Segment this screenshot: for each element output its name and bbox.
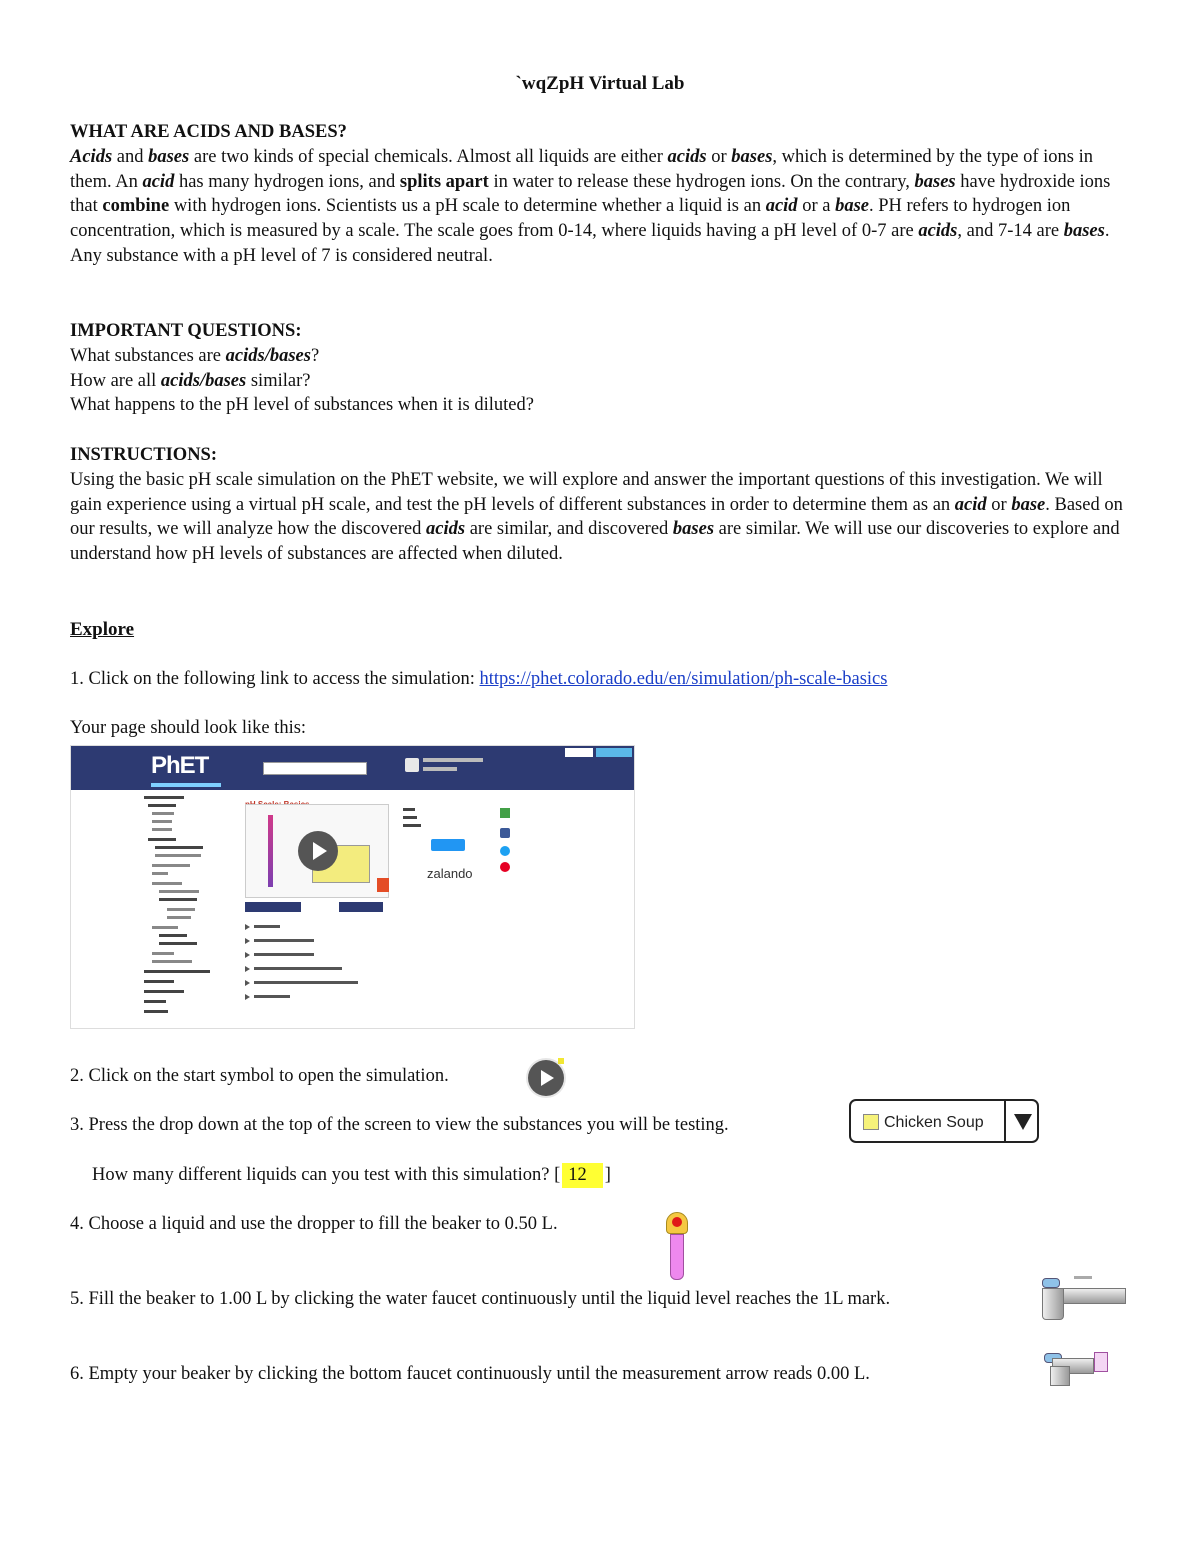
substance-color-swatch	[863, 1114, 879, 1130]
acids-bases-section	[70, 120, 1130, 269]
liquids-question: How many different liquids can you test with this simulation? [ 12 ]	[92, 1163, 992, 1188]
important-questions-section	[70, 319, 1130, 418]
sim-thumbnail	[245, 804, 389, 898]
liquids-answer[interactable]: 12	[562, 1163, 603, 1188]
substance-dropdown[interactable]	[849, 1099, 1039, 1143]
acids-bases-paragraph: Acids and bases are two kinds of special chemicals. Almost all liquids are either acids or bases, which is determined by the type of ions in them. An acid has many hydrogen ions, and splits apart in water to release these hydrogen ions. On the contrary, bases have hydroxide ions that combine with hydrogen ions. Scientists us a pH scale to determine whether a liquid is an acid or a base. PH refers to hydrogen ion concentration, which is measured by a scale. The scale goes from 0-14, where liquids having a pH level of 0-7 are acids, and 7-14 are bases. Any substance with a pH level of 7 is considered neutral.	[70, 146, 1111, 266]
dropper-icon	[664, 1212, 690, 1282]
step-4: 4. Choose a liquid and use the dropper to fill the beaker to 0.50 L.	[70, 1214, 558, 1234]
step-6: 6. Empty your beaker by clicking the bottom faucet continuously until the measurement arrow reads 0.00 L.	[70, 1364, 870, 1384]
section-heading-acids-bases: WHAT ARE ACIDS AND BASES?	[70, 122, 347, 142]
document-title: `wqZpH Virtual Lab	[515, 73, 685, 94]
explore-heading: Explore	[70, 619, 135, 640]
instructions-section	[70, 443, 1130, 567]
instructions-paragraph: Using the basic pH scale simulation on the PhET website, we will explore and answer the important questions of this investigation. We will gain experience using a virtual pH scale, and test the pH levels of different substances in order to determine them as an acid or base. Based on our results, we will analyze how the discovered acids are similar, and discovered bases are similar. We will use our discoveries to explore and understand how pH levels of substances are affected when diluted.	[70, 469, 1123, 565]
embed-button	[339, 902, 383, 912]
html5-icon	[377, 878, 389, 892]
step-3: 3. Press the drop down at the top of the screen to view the substances you will be testing.	[70, 1115, 729, 1135]
step-5: 5. Fill the beaker to 1.00 L by clicking the water faucet continuously until the liquid level reaches the 1L mark.	[70, 1289, 891, 1309]
phet-search-box	[263, 762, 367, 775]
water-faucet-icon	[1042, 1274, 1124, 1320]
substance-dropdown-label: Chicken Soup	[884, 1114, 984, 1131]
question-2: How are all acids/bases similar?	[70, 370, 311, 391]
step-1: 1. Click on the following link to access the simulation: https://phet.colorado.edu/en/simulation/ph-scale-basics	[70, 669, 888, 689]
sponsor-logo: zalando	[427, 866, 473, 881]
facebook-icon	[500, 828, 510, 838]
dropdown-arrow-icon[interactable]	[1014, 1114, 1032, 1130]
phet-page-screenshot	[70, 745, 635, 1029]
phet-signin-button	[565, 748, 593, 757]
google-classroom-icon	[500, 808, 510, 818]
play-icon	[298, 831, 338, 871]
drain-faucet-icon	[1044, 1350, 1106, 1386]
look-like-text: Your page should look like this:	[70, 718, 307, 738]
phet-logo: PhET	[151, 754, 208, 779]
question-1: What substances are acids/bases?	[70, 345, 320, 366]
download-button	[245, 902, 301, 912]
question-3: What happens to the pH level of substances when it is diluted?	[70, 395, 534, 416]
step-2: 2. Click on the start symbol to open the simulation.	[70, 1066, 449, 1086]
section-heading-important-questions: IMPORTANT QUESTIONS:	[70, 321, 302, 341]
twitter-icon	[500, 846, 510, 856]
pinterest-icon	[500, 862, 510, 872]
donate-button	[431, 839, 465, 851]
section-heading-instructions: INSTRUCTIONS:	[70, 445, 218, 465]
simulation-link[interactable]: https://phet.colorado.edu/en/simulation/ph-scale-basics	[479, 669, 888, 689]
cu-logo-icon	[405, 758, 419, 772]
start-play-icon	[528, 1060, 564, 1096]
phet-register-button	[596, 748, 632, 757]
